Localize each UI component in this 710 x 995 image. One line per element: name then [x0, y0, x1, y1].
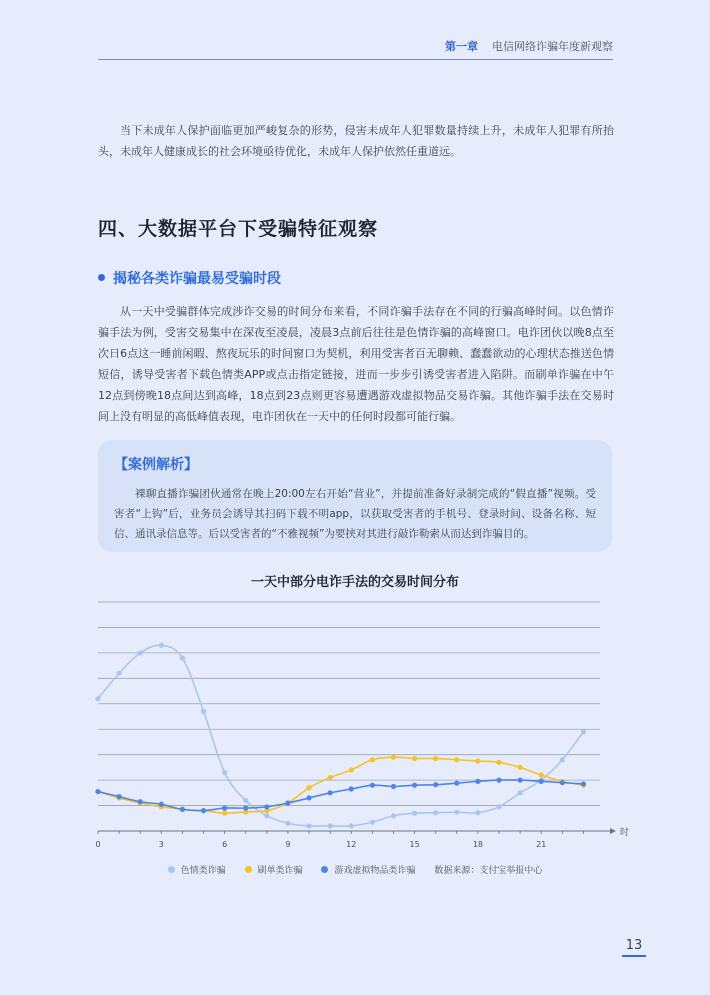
data-point-series-2 [433, 756, 438, 761]
data-point-series-3 [475, 779, 480, 784]
data-point-series-3 [496, 778, 501, 783]
data-point-series-3 [138, 799, 143, 804]
data-point-series-3 [518, 778, 523, 783]
data-point-series-2 [412, 756, 417, 761]
data-point-series-1 [180, 655, 185, 660]
data-point-series-1 [581, 729, 586, 734]
data-point-series-2 [306, 785, 311, 790]
data-point-series-2 [475, 758, 480, 763]
data-point-series-1 [370, 819, 375, 824]
series-line-3 [98, 780, 583, 811]
data-point-series-1 [95, 696, 100, 701]
chart-title: 一天中部分电诈手法的交易时间分布 [250, 575, 459, 590]
transaction-time-line-chart [90, 590, 630, 850]
data-point-series-1 [560, 757, 565, 762]
series-line-1 [98, 645, 583, 826]
body-paragraph: 从一天中受骗群体完成涉诈交易的时间分布来看，不同诈骗手法存在不同的行骗高峰时间。以色情诈骗手法为例，受害交易集中在深夜至凌晨，凌晨3点前后往往是色情诈骗的高峰窗口。电诈团伙以晚8点至次日6点这一睡前闲暇、熬夜玩乐的时间窗口为契机，利用受害者百无聊赖、蠢蠢欲动的心理状态推送色情短信，诱导受害者下载色情类APP或点击指定链接，进而一步步引诱受害者进入陷阱。而刷单诈骗在中午12点到傍晚18点间达到高峰，18点到23点则更容易遭遇游戏虚拟物品交易诈骗。其他诈骗手法在交易时间上没有明显的高低峰值表现，电诈团伙在一天中的任何时段都可能行骗。 [98, 305, 614, 423]
data-point-series-1 [138, 650, 143, 655]
data-point-series-2 [454, 757, 459, 762]
data-point-series-3 [201, 808, 206, 813]
legend-swatch-3 [321, 866, 328, 873]
legend-label-1: 色情类诈骗 [180, 866, 226, 876]
data-point-series-3 [222, 806, 227, 811]
data-point-series-2 [391, 755, 396, 760]
legend-swatch-1 [168, 866, 175, 873]
data-point-series-1 [349, 823, 354, 828]
bullet-dot-icon [98, 274, 105, 281]
subsection-heading [98, 268, 281, 288]
chart-legend [98, 863, 612, 876]
data-source-note: 数据来源：支付宝举报中心 [434, 866, 543, 876]
data-point-series-1 [454, 810, 459, 815]
section-title: 四、大数据平台下受骗特征观察 [98, 218, 379, 240]
data-point-series-3 [454, 781, 459, 786]
data-point-series-3 [117, 794, 122, 799]
legend-item-series-3 [321, 863, 415, 876]
data-point-series-3 [95, 789, 100, 794]
data-point-series-2 [370, 757, 375, 762]
data-point-series-2 [222, 811, 227, 816]
data-point-series-1 [264, 813, 269, 818]
legend-swatch-2 [245, 866, 252, 873]
data-point-series-2 [349, 767, 354, 772]
legend-label-2: 刷单类诈骗 [257, 866, 303, 876]
data-point-series-2 [539, 772, 544, 777]
case-text: 裸聊直播诈骗团伙通常在晚上20:00左右开始“营业”，并提前准备好录制完成的“假直播”视频。受害者“上钩”后，业务员会诱导其扫码下载不明app，以获取受害者的手机号、登录时间、设备名称、短信、通讯录信息等。后以受害者的“不雅视频”为要挟对其进行敲诈勒索从而达到诈骗目的。 [114, 488, 596, 540]
data-point-series-2 [518, 765, 523, 770]
data-point-series-1 [306, 823, 311, 828]
case-title: 【案例解析】 [114, 457, 198, 473]
data-point-series-3 [391, 784, 396, 789]
data-point-series-3 [581, 781, 586, 786]
data-point-series-3 [412, 783, 417, 788]
data-point-series-3 [243, 806, 248, 811]
data-point-series-3 [285, 800, 290, 805]
data-point-series-1 [518, 790, 523, 795]
x-tick-label: 6 [222, 840, 228, 849]
data-point-series-3 [349, 786, 354, 791]
legend-item-series-1 [168, 863, 226, 876]
subsection-title: 揭秘各类诈骗最易受骗时段 [113, 271, 281, 287]
data-point-series-3 [433, 782, 438, 787]
x-axis-label: 时 [620, 828, 630, 838]
data-point-series-1 [328, 823, 333, 828]
data-point-series-1 [243, 798, 248, 803]
data-point-series-3 [328, 790, 333, 795]
running-header [98, 38, 613, 60]
data-point-series-1 [117, 671, 122, 676]
data-point-series-3 [264, 804, 269, 809]
data-point-series-1 [222, 770, 227, 775]
x-tick-label: 21 [536, 840, 547, 849]
case-analysis-box [98, 440, 612, 552]
intro-paragraph: 当下未成年人保护面临更加严峻复杂的形势，侵害未成年人犯罪数量持续上升，未成年人犯罪有所抬头，未成年人健康成长的社会环境亟待优化，未成年人保护依然任重道远。 [98, 124, 614, 158]
data-point-series-1 [391, 813, 396, 818]
data-point-series-3 [180, 807, 185, 812]
chapter-title: 电信网络诈骗年度新观察 [492, 40, 613, 53]
data-point-series-1 [433, 810, 438, 815]
data-point-series-2 [496, 760, 501, 765]
data-point-series-3 [539, 779, 544, 784]
data-point-series-1 [285, 821, 290, 826]
x-tick-label: 12 [346, 840, 357, 849]
data-point-series-3 [560, 780, 565, 785]
legend-item-series-2 [245, 863, 303, 876]
data-point-series-1 [201, 709, 206, 714]
data-point-series-1 [475, 810, 480, 815]
page-number: 13 [622, 938, 646, 957]
x-tick-label: 0 [95, 840, 101, 849]
data-point-series-1 [159, 643, 164, 648]
data-point-series-3 [159, 802, 164, 807]
x-tick-label: 18 [472, 840, 484, 849]
data-point-series-1 [412, 811, 417, 816]
data-point-series-1 [496, 804, 501, 809]
x-tick-label: 15 [409, 840, 420, 849]
chapter-label: 第一章 [445, 40, 478, 53]
data-point-series-3 [306, 795, 311, 800]
data-point-series-2 [328, 775, 333, 780]
x-tick-label: 3 [158, 840, 164, 849]
x-axis-arrow-icon [610, 828, 616, 834]
legend-label-3: 游戏虚拟物品类诈骗 [334, 866, 416, 876]
data-point-series-3 [370, 783, 375, 788]
series-line-2 [98, 757, 583, 813]
x-tick-label: 9 [285, 840, 291, 849]
